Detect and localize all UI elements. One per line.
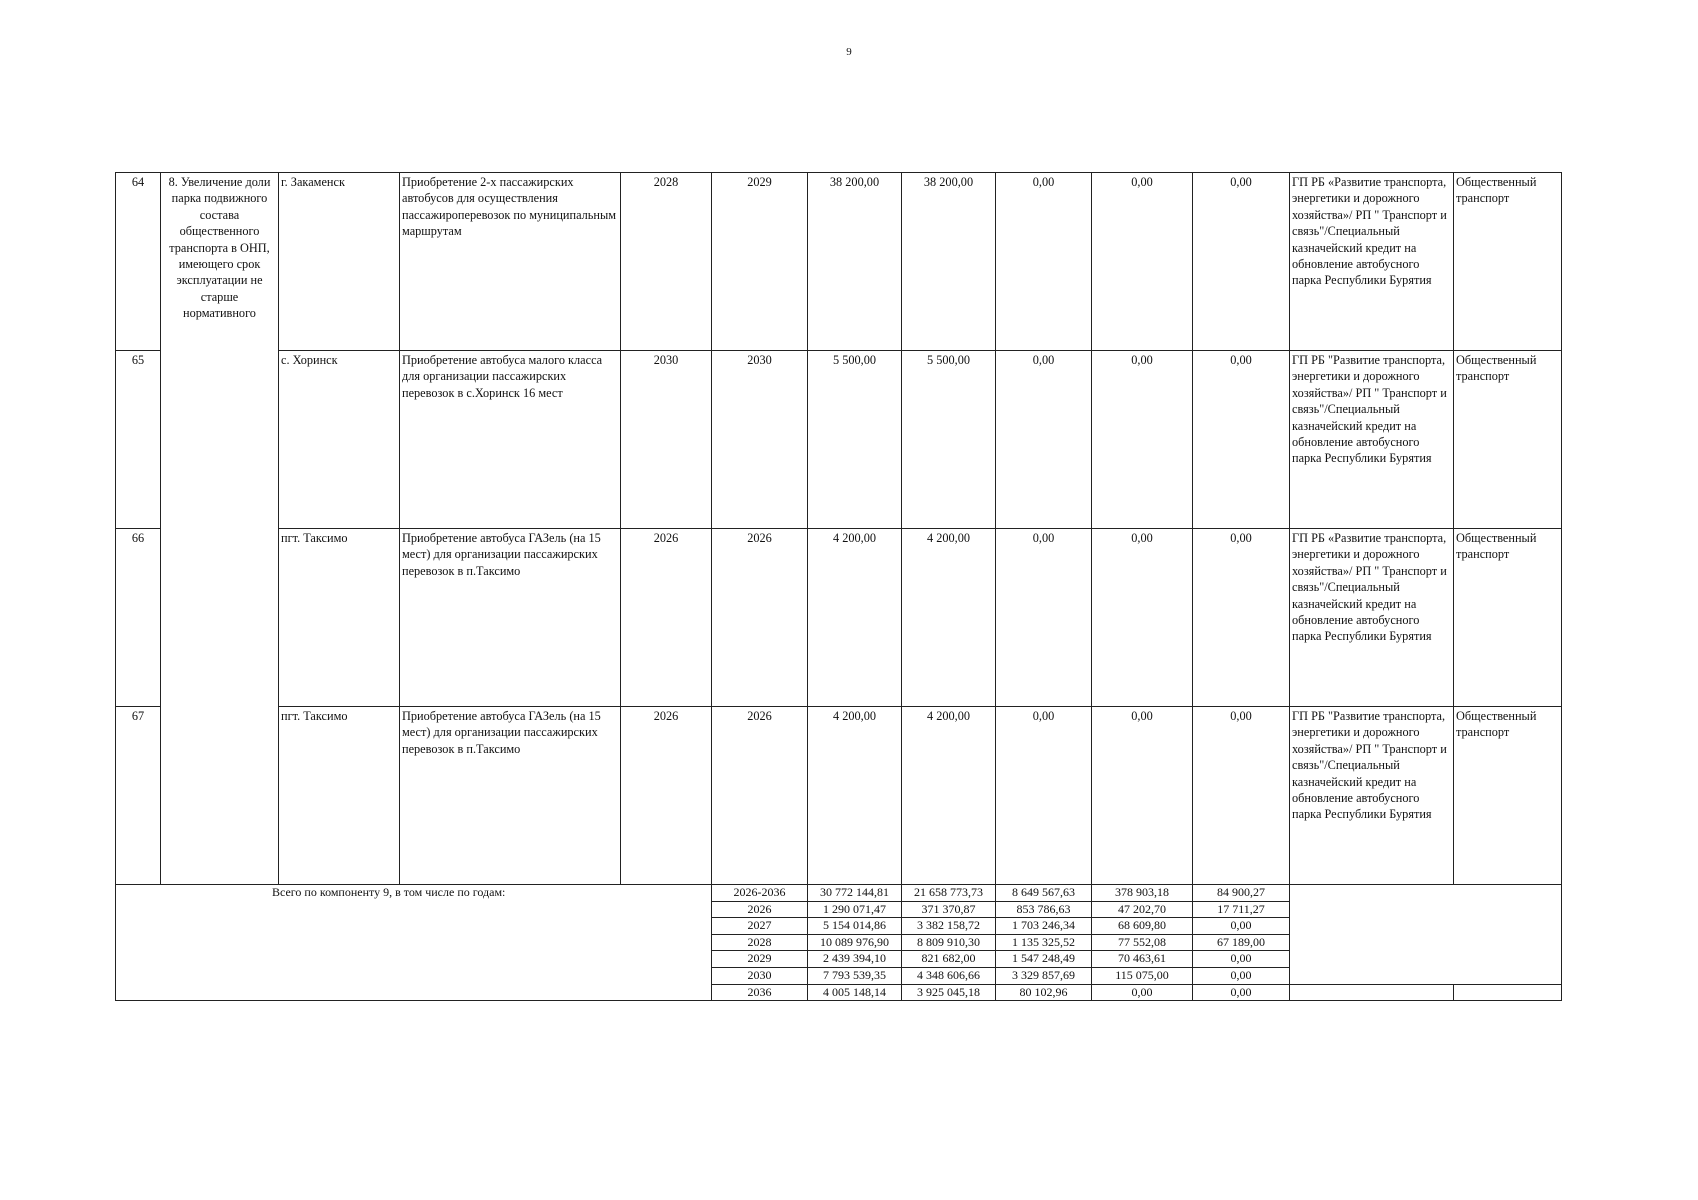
- summary-year: 2029: [712, 951, 808, 968]
- table-row: [116, 529, 1562, 707]
- place-cell: пгт. Таксимо: [279, 707, 400, 885]
- table-row: [116, 707, 1562, 885]
- summary-blank-cell: [1290, 885, 1562, 985]
- total-cell: 38 200,00: [808, 173, 902, 351]
- projects-table: [115, 172, 1562, 1001]
- category-cell: Общественный транспорт: [1454, 529, 1562, 707]
- summary-v4: 0,00: [1193, 984, 1290, 1001]
- total-cell: 4 200,00: [808, 707, 902, 885]
- value-cell-3: 0,00: [1092, 529, 1193, 707]
- end-year-cell: 2026: [712, 529, 808, 707]
- value-cell-2: 0,00: [996, 529, 1092, 707]
- summary-year: 2030: [712, 967, 808, 984]
- row-number: 66: [116, 529, 161, 707]
- summary-v1: 21 658 773,73: [902, 885, 996, 902]
- place-cell: с. Хоринск: [279, 351, 400, 529]
- place-cell: г. Закаменск: [279, 173, 400, 351]
- summary-total: 1 290 071,47: [808, 901, 902, 918]
- summary-year: 2027: [712, 918, 808, 935]
- value-cell-1: 4 200,00: [902, 707, 996, 885]
- value-cell-3: 0,00: [1092, 351, 1193, 529]
- summary-v2: 1 703 246,34: [996, 918, 1092, 935]
- summary-v2: 80 102,96: [996, 984, 1092, 1001]
- summary-v1: 8 809 910,30: [902, 934, 996, 951]
- value-cell-4: 0,00: [1193, 529, 1290, 707]
- source-cell: ГП РБ «Развитие транспорта, энергетики и дорожного хозяйства»/ РП " Транспорт и связь"/Специальный казначейский кредит на обновление автобусного парка Республики Бурятия: [1290, 173, 1454, 351]
- action-cell: Приобретение 2-х пассажирских автобусов для осуществления пассажироперевозок по муниципальным маршрутам: [400, 173, 621, 351]
- summary-v3: 70 463,61: [1092, 951, 1193, 968]
- summary-total: 30 772 144,81: [808, 885, 902, 902]
- summary-v4: 0,00: [1193, 918, 1290, 935]
- action-cell: Приобретение автобуса малого класса для организации пассажирских перевозок в с.Хоринск 16 мест: [400, 351, 621, 529]
- summary-year: 2036: [712, 984, 808, 1001]
- summary-label-cell: [116, 885, 712, 1001]
- value-cell-3: 0,00: [1092, 173, 1193, 351]
- summary-v4: 0,00: [1193, 951, 1290, 968]
- value-cell-4: 0,00: [1193, 351, 1290, 529]
- summary-v3: 115 075,00: [1092, 967, 1193, 984]
- summary-blank-cell: [1454, 984, 1562, 1001]
- summary-v3: 378 903,18: [1092, 885, 1193, 902]
- value-cell-1: 5 500,00: [902, 351, 996, 529]
- summary-total: 4 005 148,14: [808, 984, 902, 1001]
- category-cell: Общественный транспорт: [1454, 351, 1562, 529]
- source-cell: ГП РБ "Развитие транспорта, энергетики и дорожного хозяйства»/ РП " Транспорт и связь"/Специальный казначейский кредит на обновление автобусного парка Республики Бурятия: [1290, 351, 1454, 529]
- summary-v3: 77 552,08: [1092, 934, 1193, 951]
- goal-text: 8. Увеличение доли парка подвижного состава общественного транспорта в ОНП, имеющего срок эксплуатации не старше нормативного: [168, 175, 271, 321]
- value-cell-2: 0,00: [996, 707, 1092, 885]
- summary-v1: 371 370,87: [902, 901, 996, 918]
- summary-total: 2 439 394,10: [808, 951, 902, 968]
- summary-blank-cell: [1290, 984, 1454, 1001]
- source-cell: ГП РБ "Развитие транспорта, энергетики и дорожного хозяйства»/ РП " Транспорт и связь"/Специальный казначейский кредит на обновление автобусного парка Республики Бурятия: [1290, 707, 1454, 885]
- summary-v3: 47 202,70: [1092, 901, 1193, 918]
- value-cell-2: 0,00: [996, 351, 1092, 529]
- page-number: 9: [846, 46, 852, 58]
- summary-v3: 68 609,80: [1092, 918, 1193, 935]
- end-year-cell: 2030: [712, 351, 808, 529]
- row-number: 64: [116, 173, 161, 351]
- summary-v4: 84 900,27: [1193, 885, 1290, 902]
- value-cell-4: 0,00: [1193, 707, 1290, 885]
- summary-v1: 3 382 158,72: [902, 918, 996, 935]
- summary-v4: 0,00: [1193, 967, 1290, 984]
- summary-row: [116, 885, 1562, 902]
- category-cell: Общественный транспорт: [1454, 707, 1562, 885]
- end-year-cell: 2029: [712, 173, 808, 351]
- end-year-cell: 2026: [712, 707, 808, 885]
- table-row: [116, 173, 1562, 351]
- value-cell-3: 0,00: [1092, 707, 1193, 885]
- value-cell-2: 0,00: [996, 173, 1092, 351]
- summary-v1: 821 682,00: [902, 951, 996, 968]
- row-number: 67: [116, 707, 161, 885]
- total-cell: 5 500,00: [808, 351, 902, 529]
- start-year-cell: 2030: [621, 351, 712, 529]
- action-cell: Приобретение автобуса ГАЗель (на 15 мест) для организации пассажирских перевозок в п.Таксимо: [400, 529, 621, 707]
- summary-v2: 853 786,63: [996, 901, 1092, 918]
- row-number: 65: [116, 351, 161, 529]
- summary-total: 7 793 539,35: [808, 967, 902, 984]
- summary-v2: 8 649 567,63: [996, 885, 1092, 902]
- start-year-cell: 2028: [621, 173, 712, 351]
- action-cell: Приобретение автобуса ГАЗель (на 15 мест) для организации пассажирских перевозок в п.Таксимо: [400, 707, 621, 885]
- summary-year: 2028: [712, 934, 808, 951]
- summary-year: 2026-2036: [712, 885, 808, 902]
- summary-v4: 17 711,27: [1193, 901, 1290, 918]
- summary-total: 10 089 976,90: [808, 934, 902, 951]
- value-cell-1: 38 200,00: [902, 173, 996, 351]
- place-cell: пгт. Таксимо: [279, 529, 400, 707]
- goal-cell: [161, 173, 279, 885]
- summary-v1: 4 348 606,66: [902, 967, 996, 984]
- value-cell-4: 0,00: [1193, 173, 1290, 351]
- summary-label: Всего по компоненту 9, в том числе по годам:: [272, 885, 506, 899]
- table-row: [116, 351, 1562, 529]
- total-cell: 4 200,00: [808, 529, 902, 707]
- summary-total: 5 154 014,86: [808, 918, 902, 935]
- summary-v2: 1 547 248,49: [996, 951, 1092, 968]
- summary-year: 2026: [712, 901, 808, 918]
- start-year-cell: 2026: [621, 529, 712, 707]
- summary-v2: 3 329 857,69: [996, 967, 1092, 984]
- value-cell-1: 4 200,00: [902, 529, 996, 707]
- start-year-cell: 2026: [621, 707, 712, 885]
- category-cell: Общественный транспорт: [1454, 173, 1562, 351]
- source-cell: ГП РБ «Развитие транспорта, энергетики и дорожного хозяйства»/ РП " Транспорт и связь"/Специальный казначейский кредит на обновление автобусного парка Республики Бурятия: [1290, 529, 1454, 707]
- summary-v3: 0,00: [1092, 984, 1193, 1001]
- summary-v4: 67 189,00: [1193, 934, 1290, 951]
- summary-v2: 1 135 325,52: [996, 934, 1092, 951]
- summary-v1: 3 925 045,18: [902, 984, 996, 1001]
